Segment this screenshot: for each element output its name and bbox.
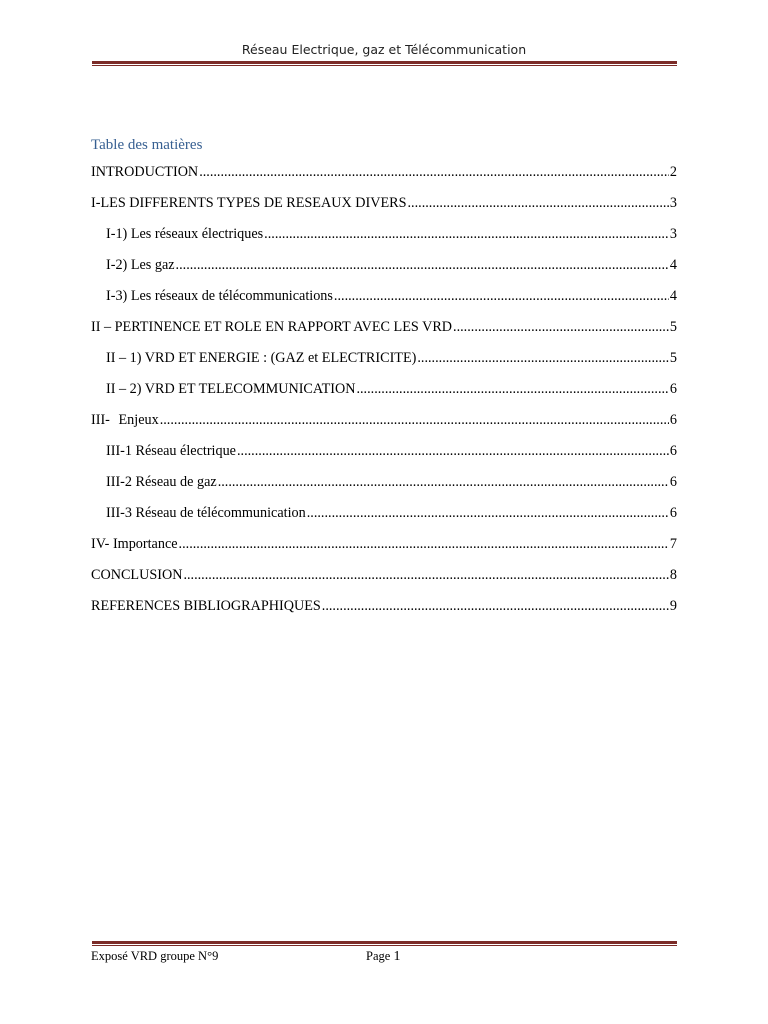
toc-entry-page: 6 [669,412,677,428]
toc-entry-page: 6 [669,505,677,521]
toc-entry[interactable] [91,319,677,339]
toc-dot-leader [183,567,668,584]
footer-page-label: Page [366,949,391,963]
toc-dot-leader [453,319,669,336]
toc-entry-page: 6 [669,443,677,459]
toc-entry-page: 8 [669,567,677,583]
toc-entry-label: II – 1) VRD ET ENERGIE : (GAZ et ELECTRICITE) [106,350,417,366]
toc-entry[interactable] [91,598,677,618]
toc-entry[interactable] [91,164,677,184]
toc-dot-leader [408,195,669,212]
toc-entry-page: 6 [669,474,677,490]
toc-entry[interactable] [106,443,677,463]
toc-entry[interactable] [106,288,677,308]
toc-dot-leader [356,381,668,398]
toc-entry[interactable] [91,412,677,432]
toc-entry-page: 9 [669,598,677,614]
toc-entry-page: 4 [669,257,677,273]
toc-heading: Table des matières [91,137,203,153]
footer-page-value: 1 [393,949,401,964]
toc-entry-number: III- [91,412,110,428]
toc-entry-label: CONCLUSION [91,567,183,583]
toc-entry[interactable] [91,195,677,215]
toc-entry[interactable] [106,505,677,525]
toc-entry-label: REFERENCES BIBLIOGRAPHIQUES [91,598,321,614]
toc-dot-leader [160,412,669,429]
footer-rule [92,941,677,946]
toc-entry-label: II – PERTINENCE ET ROLE EN RAPPORT AVEC LES VRD [91,319,453,335]
toc-dot-leader [176,257,669,274]
toc-entry-label: III-3 Réseau de télécommunication [106,505,306,521]
toc-dot-leader [237,443,669,460]
toc-dot-leader [307,505,669,522]
toc-entry-label: III-1 Réseau électrique [106,443,236,459]
toc-entry-page: 6 [669,381,677,397]
footer-document-label: Exposé VRD groupe N°9 [91,949,219,963]
toc-entry[interactable] [106,350,677,370]
toc-entry-label: I-3) Les réseaux de télécommunications [106,288,333,304]
toc-entry-label: LES DIFFERENTS TYPES DE RESEAUX DIVERS [100,195,407,211]
toc-entry-page: 7 [669,536,677,552]
toc-entry-page: 3 [669,195,677,211]
toc-entry-page: 4 [669,288,677,304]
toc-dot-leader [199,164,669,181]
toc-dot-leader [264,226,669,243]
toc-entry-page: 2 [669,164,677,180]
toc-dot-leader [334,288,669,305]
toc-entry-label: I-2) Les gaz [106,257,175,273]
toc-dot-leader [417,350,669,367]
toc-entry-label: III-2 Réseau de gaz [106,474,217,490]
header-rule [92,61,677,66]
toc-entry[interactable] [106,474,677,494]
header-title: Réseau Electrique, gaz et Télécommunication [241,42,527,57]
footer-page-number [366,949,400,965]
toc-entry[interactable] [106,226,677,246]
toc-entry-label: Enjeux [118,412,159,428]
toc-entry[interactable] [106,381,677,401]
toc-entry-number: I- [91,195,101,211]
toc-entry-label: I-1) Les réseaux électriques [106,226,264,242]
toc-entry[interactable] [91,567,677,587]
toc-entry[interactable] [106,257,677,277]
toc-entry-page: 3 [669,226,677,242]
toc-entry-label: II – 2) VRD ET TELECOMMUNICATION [106,381,356,397]
toc-entry-page: 5 [669,350,677,366]
toc-entry-label: IV- Importance [91,536,178,552]
toc-dot-leader [322,598,669,615]
toc-entry-page: 5 [669,319,677,335]
toc-entry[interactable] [91,536,677,556]
toc-entry-label: INTRODUCTION [91,164,199,180]
toc-dot-leader [179,536,669,553]
toc-dot-leader [218,474,669,491]
